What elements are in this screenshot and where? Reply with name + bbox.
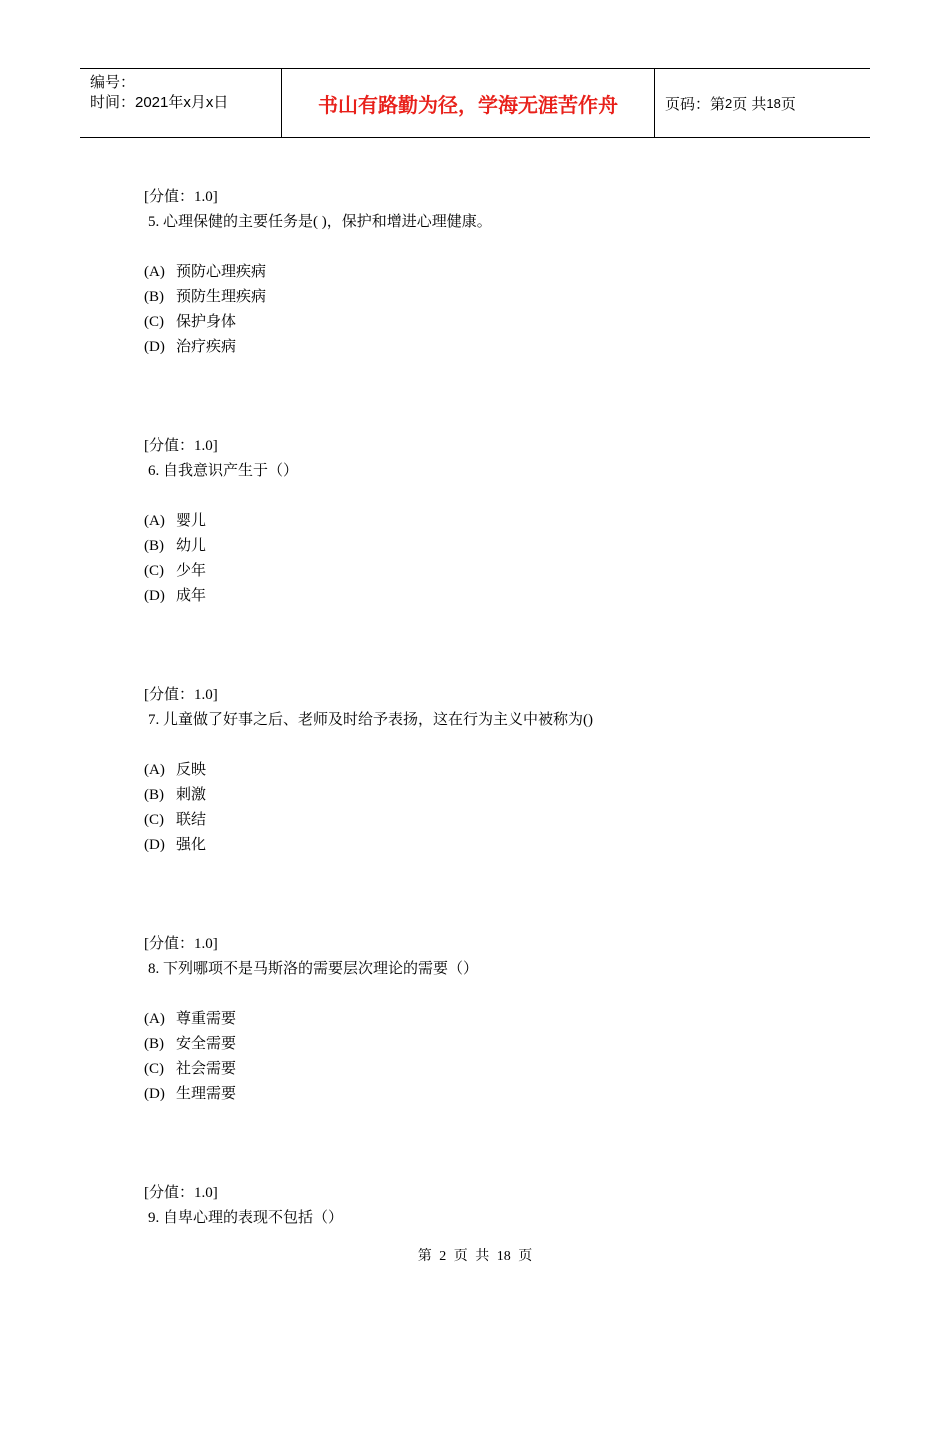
option-label: (B) [144,1036,164,1052]
option-label: (A) [144,264,165,280]
option-text: 反映 [176,762,207,778]
question-score: [分值：1.0] [144,687,218,703]
option-label: (A) [144,513,165,529]
option-label: (C) [144,314,164,330]
header-motto: 书山有路勤为径，学海无涯苦作舟 [282,69,655,137]
option-text: 社会需要 [176,1061,237,1077]
option-label: (B) [144,538,164,554]
option-label: (D) [144,588,165,604]
answer-option [144,808,844,833]
option-text: 婴儿 [176,513,207,529]
answer-option [144,1057,844,1082]
question-block [144,185,844,434]
code-label: 编号： [90,74,136,91]
option-label: (B) [144,787,164,803]
answer-option [144,783,844,808]
header-meta [80,69,282,137]
answer-option [144,335,844,360]
option-text: 预防心理疾病 [176,264,267,280]
question-block [144,932,844,1181]
option-label: (D) [144,339,165,355]
option-label: (A) [144,762,165,778]
answer-option [144,534,844,559]
answer-option [144,584,844,609]
question-text: 5. 心理保健的主要任务是( )，保护和增进心理健康。 [148,214,492,230]
option-text: 联结 [176,812,207,828]
question-text: 8. 下列哪项不是马斯洛的需要层次理论的需要（） [148,961,479,977]
option-text: 保护身体 [176,314,237,330]
answer-option [144,758,844,783]
answer-option [144,310,844,335]
answer-option [144,285,844,310]
option-label: (C) [144,812,164,828]
option-text: 尊重需要 [176,1011,237,1027]
answer-option [144,1007,844,1032]
question-text: 9. 自卑心理的表现不包括（） [148,1210,344,1226]
option-text: 刺激 [176,787,207,803]
question-block [144,1181,844,1430]
page-suffix: 页 [780,95,796,113]
option-label: (B) [144,289,164,305]
question-block [144,434,844,683]
question-score: [分值：1.0] [144,1185,218,1201]
option-label: (D) [144,837,165,853]
answer-option [144,559,844,584]
question-score: [分值：1.0] [144,438,218,454]
page-total: 18 [766,95,781,111]
answer-option [144,509,844,534]
option-text: 生理需要 [176,1086,237,1102]
question-score: [分值：1.0] [144,936,218,952]
option-text: 幼儿 [176,538,207,554]
question-text: 7. 儿童做了好事之后、老师及时给予表扬，这在行为主义中被称为() [148,712,593,728]
header-page-info [655,69,870,137]
option-text: 治疗疾病 [176,339,237,355]
option-label: (D) [144,1086,165,1102]
option-text: 少年 [176,563,207,579]
question-list [144,185,844,1430]
page-footer: 第 2 页 共 18 页 [417,1249,533,1264]
option-label: (C) [144,1061,164,1077]
question-text: 6. 自我意识产生于（） [148,463,299,479]
question-block [144,683,844,932]
option-text: 预防生理疾病 [176,289,267,305]
answer-option [144,260,844,285]
date-label: 时间：2021年x月x日 [90,94,229,111]
option-label: (A) [144,1011,165,1027]
option-text: 强化 [176,837,207,853]
option-text: 成年 [176,588,207,604]
question-score: [分值：1.0] [144,189,218,205]
page-number: 2 [725,95,733,111]
page-prefix: 页码：第 [665,95,726,113]
option-text: 安全需要 [176,1036,237,1052]
option-label: (C) [144,563,164,579]
answer-option [144,1082,844,1107]
answer-option [144,1032,844,1057]
page-header [80,68,870,138]
page-mid: 页 共 [732,95,767,113]
answer-option [144,833,844,858]
